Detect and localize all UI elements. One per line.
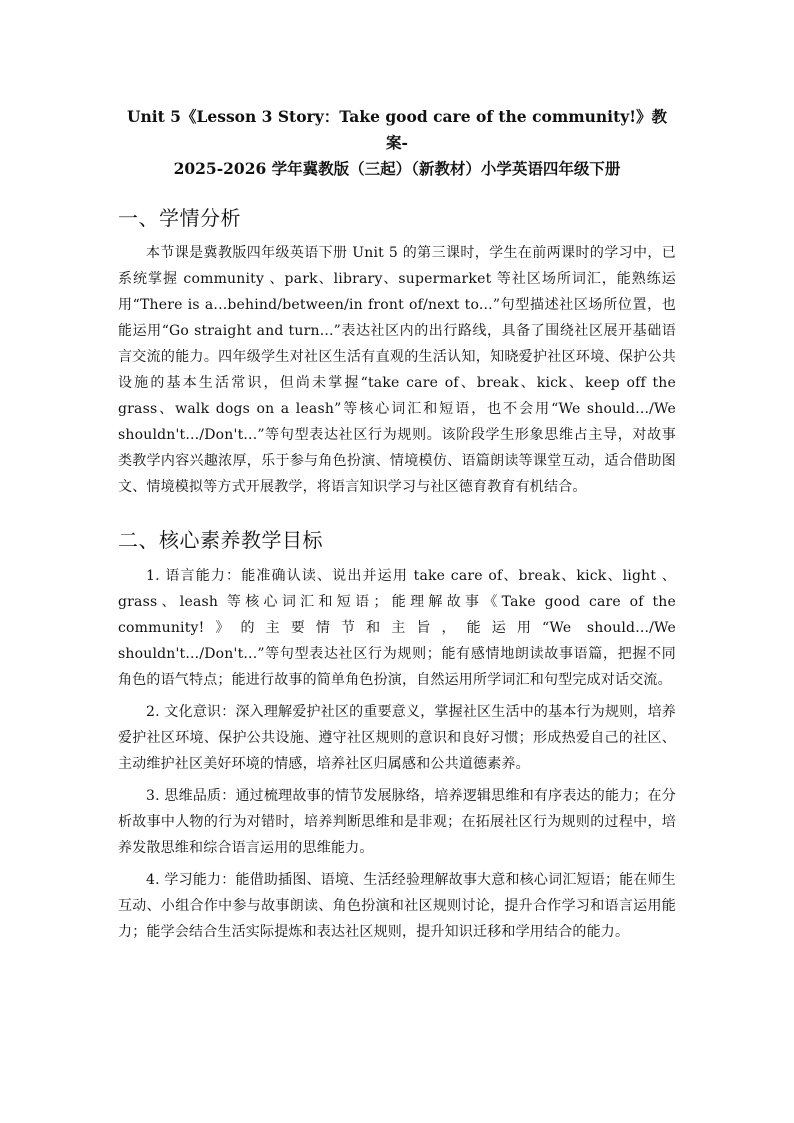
section-teaching-goals (118, 526, 676, 945)
paragraph: 本节课是冀教版四年级英语下册 Unit 5 的第三课时，学生在前两课时的学习中，已系统掌握 community 、park、library、supermarket 等社区场所词汇，能熟练运用“There is a...behind/between/in front of/next to...”句型描述社区场所位置，也能运用“Go straight and turn...”表达社区内的出行路线，具备了围绕社区展开基础语言交流的能力。四年级学生对社区生活有直观的生活认知，知晓爱护社区环境、保护公共设施的基本生活常识，但尚未掌握“take care of、break、kick、keep off the grass、walk dogs on a leash”等核心词汇和短语，也不会用“We should.../We shouldn't.../Don't...”等句型表达社区行为规则。该阶段学生形象思维占主导，对故事类教学内容兴趣浓厚，乐于参与角色扮演、情境模仿、语篇朗读等课堂互动，适合借助图文、情境模拟等方式开展教学，将语言知识学习与社区德育教育有机结合。 (118, 245, 676, 495)
section-learner-analysis (118, 204, 676, 500)
section-heading: 一、学情分析 (118, 206, 241, 230)
document-title-line-2: 2025-2026 学年冀教版（三起）（新教材）小学英语四年级下册 (173, 159, 621, 178)
document-title (118, 104, 676, 182)
goal-cultural-awareness: 2. 文化意识：深入理解爱护社区的重要意义，掌握社区生活中的基本行为规则，培养爱护社区环境、保护公共设施、遵守社区规则的意识和良好习惯；形成热爱自己的社区、主动维护社区美好环境的情感，培养社区归属感和公共道德素养。 (118, 704, 676, 772)
document-title-line-1: Unit 5《Lesson 3 Story：Take good care of the community!》教案- (126, 107, 668, 152)
goal-learning-ability: 4. 学习能力：能借助插图、语境、生活经验理解故事大意和核心词汇短语；能在师生互动、小组合作中参与故事朗读、角色扮演和社区规则讨论，提升合作学习和语言运用能力；能学会结合生活实际提炼和表达社区规则，提升知识迁移和学用结合的能力。 (118, 872, 676, 940)
goal-language-ability: 1. 语言能力：能准确认读、说出并运用 take care of、break、kick、light 、grass、leash 等核心词汇和短语；能理解故事《Take good care of the community!》的主要情节和主旨，能运用“We should.../We shouldn't.../Don't...”等句型表达社区行为规则；能有感情地朗读故事语篇，把握不同角色的语气特点；能进行故事的简单角色扮演，自然运用所学词汇和句型完成对话交流。 (118, 568, 676, 688)
goal-thinking-quality: 3. 思维品质：通过梳理故事的情节发展脉络，培养逻辑思维和有序表达的能力；在分析故事中人物的行为对错时，培养判断思维和是非观；在拓展社区行为规则的过程中，培养发散思维和综合语言运用的思维能力。 (118, 788, 676, 856)
section-heading: 二、核心素养教学目标 (118, 528, 323, 552)
